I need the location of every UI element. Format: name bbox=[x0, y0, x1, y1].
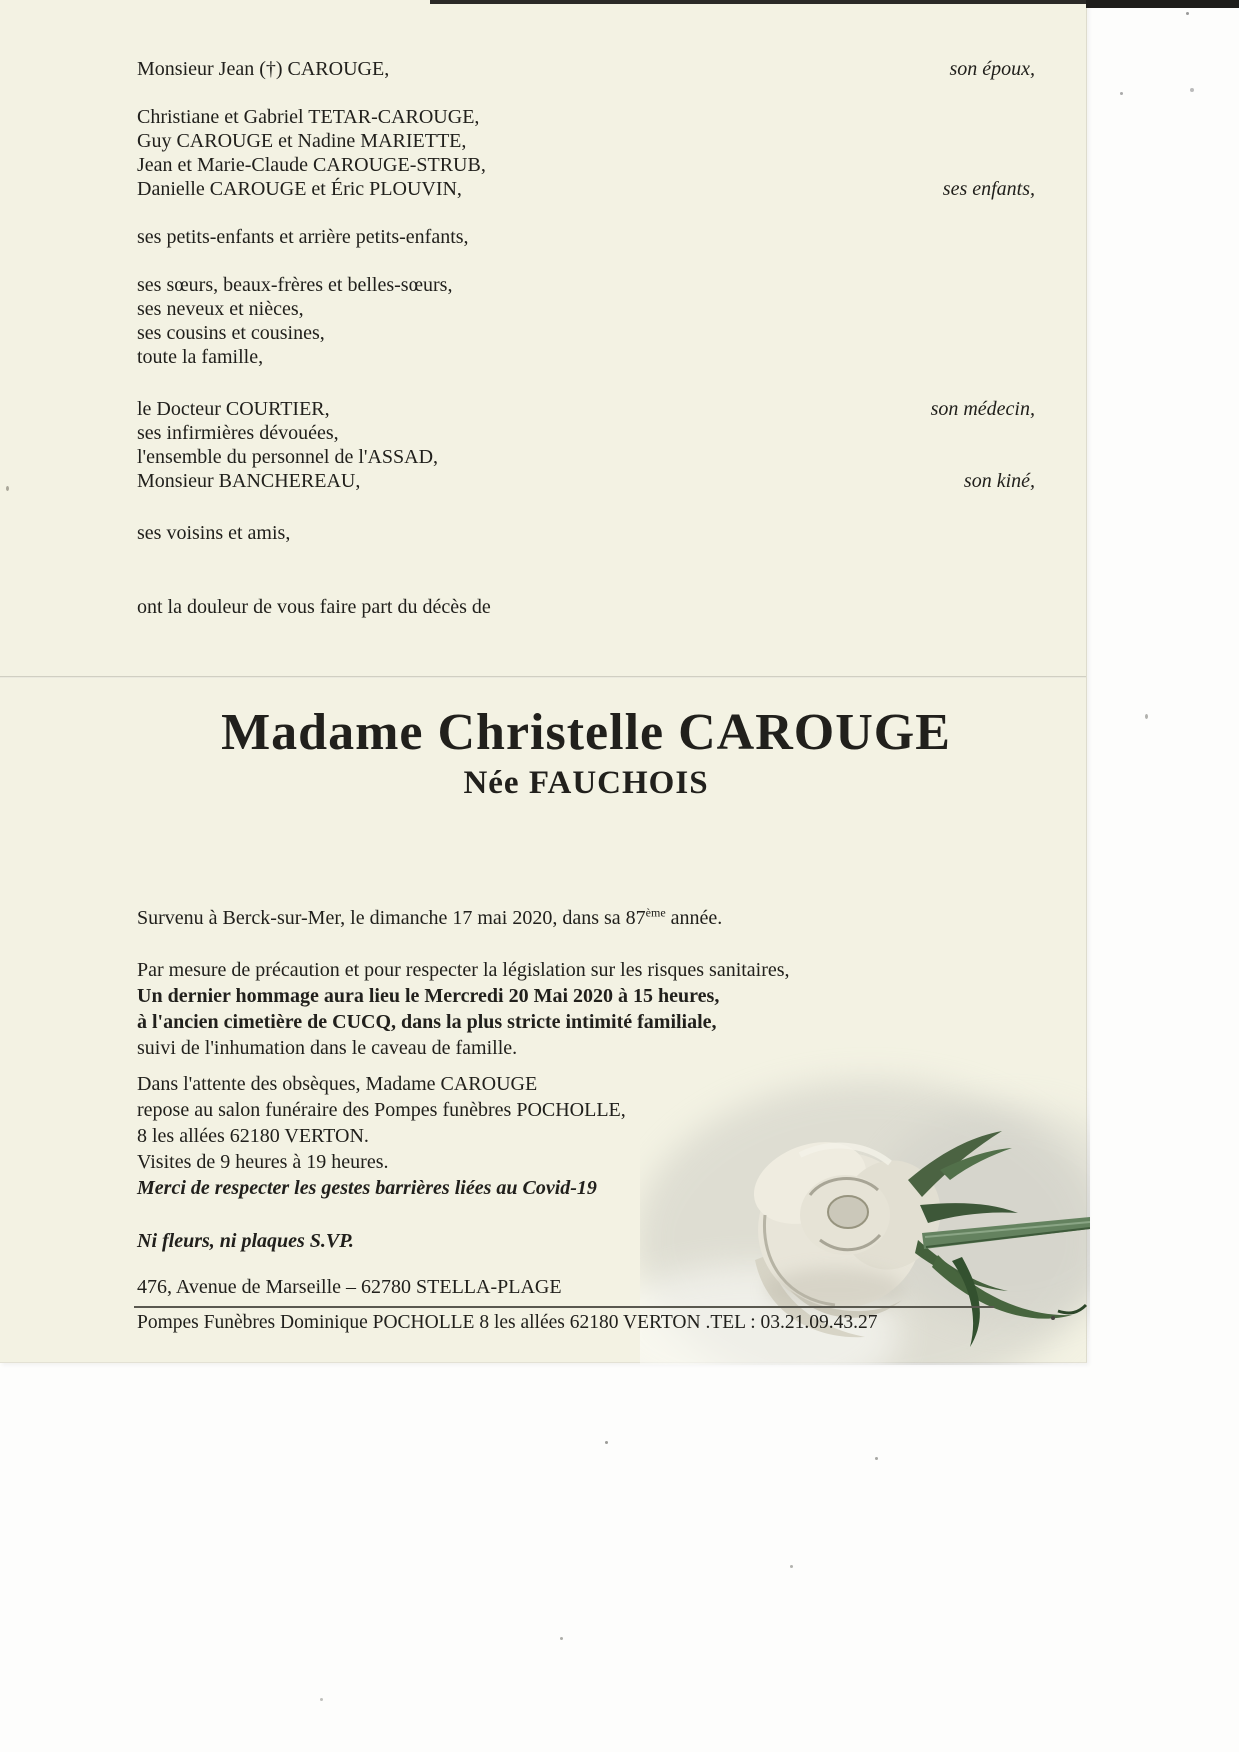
doctor-row bbox=[137, 397, 1035, 421]
grandchildren-line: ses petits-enfants et arrière petits-enfants, bbox=[137, 226, 469, 248]
husband-row bbox=[137, 57, 1035, 81]
scan-speck bbox=[1190, 88, 1194, 92]
death-date-part2: année. bbox=[665, 907, 723, 929]
scan-speck bbox=[875, 1457, 878, 1460]
medical-line: Monsieur BANCHEREAU, bbox=[137, 470, 361, 492]
funeral-home-footer: Pompes Funèbres Dominique POCHOLLE 8 les allées 62180 VERTON .TEL : 03.21.09.43.27 bbox=[137, 1312, 878, 1333]
family-line: ses sœurs, beaux-frères et belles-sœurs, bbox=[137, 274, 453, 296]
family-group bbox=[137, 273, 1035, 369]
children-group bbox=[137, 105, 1035, 201]
medical-line: le Docteur COURTIER, bbox=[137, 398, 330, 420]
child-line: Danielle CAROUGE et Éric PLOUVIN, bbox=[137, 178, 462, 200]
visitation-line: 8 les allées 62180 VERTON. bbox=[137, 1125, 369, 1147]
address-line: 476, Avenue de Marseille – 62780 STELLA-PLAGE bbox=[137, 1276, 562, 1298]
scan-speck bbox=[1186, 12, 1189, 15]
visitation-line: Visites de 9 heures à 19 heures. bbox=[137, 1151, 389, 1173]
footer-divider bbox=[134, 1306, 994, 1308]
medical-line: ses infirmières dévouées, bbox=[137, 422, 339, 444]
scan-speck bbox=[6, 486, 9, 491]
scan-speck bbox=[1051, 1316, 1055, 1320]
relation-label-medecin: son médecin, bbox=[930, 398, 1035, 420]
child-row-with-label bbox=[137, 177, 1035, 201]
kine-row bbox=[137, 469, 1035, 493]
ordinal-superscript: ème bbox=[645, 905, 666, 920]
homage-line: Un dernier hommage aura lieu le Mercredi 20 Mai 2020 à 15 heures, bbox=[137, 985, 720, 1007]
deceased-title-block bbox=[137, 706, 1035, 802]
death-date-line bbox=[137, 906, 1035, 930]
precaution-line: Par mesure de précaution et pour respecter la législation sur les risques sanitaires, bbox=[137, 959, 790, 981]
scan-speck bbox=[560, 1637, 563, 1640]
medical-group bbox=[137, 397, 1035, 493]
child-line: Christiane et Gabriel TETAR-CAROUGE, bbox=[137, 106, 480, 128]
scan-artifact-bar-thick bbox=[1086, 0, 1239, 8]
relation-label-epoux: son époux, bbox=[949, 58, 1035, 80]
cemetery-line: à l'ancien cimetière de CUCQ, dans la plus stricte intimité familiale, bbox=[137, 1011, 717, 1033]
deceased-maiden-name: Née FAUCHOIS bbox=[463, 765, 709, 801]
neighbors-line: ses voisins et amis, bbox=[137, 522, 291, 544]
scan-speck bbox=[1120, 92, 1123, 95]
burial-line: suivi de l'inhumation dans le caveau de famille. bbox=[137, 1037, 518, 1059]
medical-line: l'ensemble du personnel de l'ASSAD, bbox=[137, 446, 439, 468]
husband-line: Monsieur Jean (†) CAROUGE, bbox=[137, 58, 390, 80]
visitation-line: repose au salon funéraire des Pompes funèbres POCHOLLE, bbox=[137, 1099, 626, 1121]
visitation-line: Dans l'attente des obsèques, Madame CAROUGE bbox=[137, 1073, 538, 1095]
scan-speck bbox=[1145, 714, 1148, 719]
family-line: ses neveux et nièces, bbox=[137, 298, 304, 320]
relation-label-enfants: ses enfants, bbox=[942, 178, 1035, 200]
scan-speck bbox=[605, 1441, 608, 1444]
family-line: ses cousins et cousines, bbox=[137, 322, 325, 344]
no-flowers-line: Ni fleurs, ni plaques S.VP. bbox=[137, 1230, 354, 1252]
family-line: toute la famille, bbox=[137, 346, 264, 368]
relation-label-kine: son kiné, bbox=[963, 470, 1035, 492]
scan-speck bbox=[320, 1698, 323, 1701]
death-date-part1: Survenu à Berck-sur-Mer, le dimanche 17 mai 2020, dans sa 87 bbox=[137, 907, 646, 929]
covid-notice-line: Merci de respecter les gestes barrières liées au Covid-19 bbox=[137, 1177, 597, 1199]
fold-crease bbox=[0, 676, 1086, 678]
child-line: Guy CAROUGE et Nadine MARIETTE, bbox=[137, 130, 467, 152]
child-line: Jean et Marie-Claude CAROUGE-STRUB, bbox=[137, 154, 486, 176]
deceased-name: Madame Christelle CAROUGE bbox=[221, 704, 951, 761]
scan-speck bbox=[790, 1565, 793, 1568]
announcement-line: ont la douleur de vous faire part du décès de bbox=[137, 596, 491, 618]
